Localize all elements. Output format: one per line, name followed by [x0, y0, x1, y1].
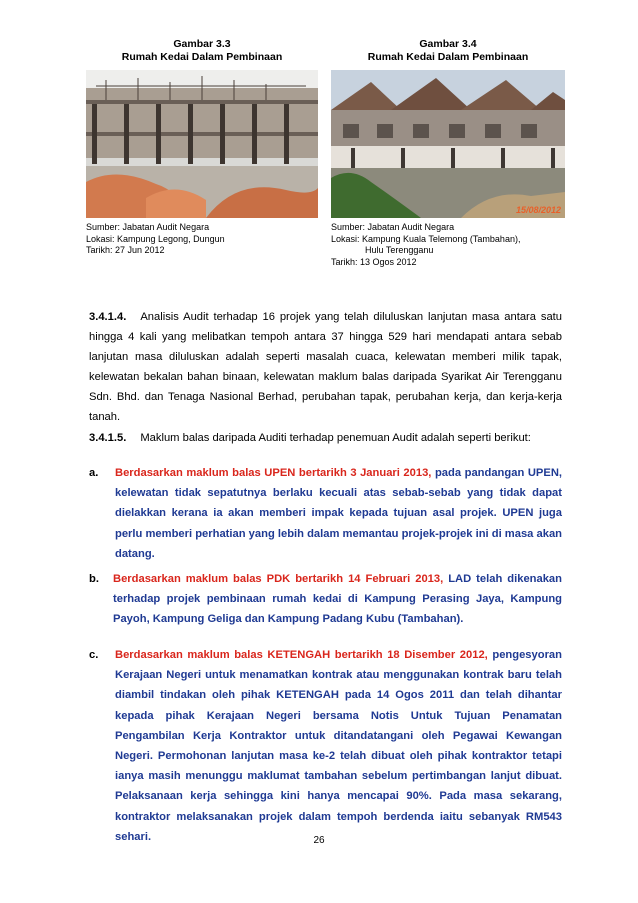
- response-text: [115, 463, 562, 564]
- figure-title: [331, 38, 565, 64]
- shophouse-roof-construction-photo: [331, 70, 565, 218]
- page-number: 26: [313, 835, 325, 846]
- response-text: [115, 645, 562, 847]
- location-line-continued: Hulu Terengganu: [365, 245, 434, 255]
- location-line: Lokasi: Kampung Legong, Dungun: [86, 233, 225, 244]
- response-body: pada pandangan UPEN, kelewatan tidak sepatutnya berlaku kecuali atas sebab-sebab yang tidak dapat dielakkan kerana ia akan memberi impak kepada tujuan asal projek. UPEN juga perlu memberi perhatian yang lebih dalam memantau projek-projek ini di masa akan datang.: [115, 467, 563, 560]
- location-line: Lokasi: Kampung Kuala Telemong (Tambahan),: [331, 233, 521, 244]
- response-lead: Berdasarkan maklum balas PDK bertarikh 14 Februari 2013,: [113, 573, 444, 585]
- list-marker: a.: [89, 467, 99, 479]
- paragraph-number: 3.4.1.4.: [89, 311, 127, 323]
- date-line: Tarikh: 27 Jun 2012: [86, 245, 165, 255]
- response-body: pengesyoran Kerajaan Negeri untuk menamatkan kontrak atau menggunakan kontrak baru telah diambil tindakan oleh pihak KETENGAH pada 14 Ogos 2011 dan telah dihantar kepada pihak Kerajaan Negeri bersama Notis Untuk Tujuan Penamatan Pengambilan Kerja Kontraktor untuk ditandatangani oleh Pegawai Kewangan Negeri. Permohonan lanjutan masa ke-2 telah dibuat oleh pihak kontraktor tetapi ianya masih menunggu maklumat tambahan sebelum pertimbangan lanjut dibuat. Pelaksanaan kerja sehingga kini hanya mencapai 90%. Pada masa sekarang, kontraktor melaksanakan projek dalam tempoh berdenda iaitu sebanyak RM543 sehari.: [115, 649, 562, 843]
- response-item-b: [89, 569, 562, 630]
- source-line: Sumber: Jabatan Audit Negara: [86, 222, 210, 232]
- response-text: [113, 569, 562, 630]
- figure-number: Gambar 3.4: [419, 38, 477, 50]
- figure-caption: Rumah Kedai Dalam Pembinaan: [367, 51, 529, 63]
- photo-date-stamp: 15/08/2012: [515, 205, 561, 215]
- paragraph-3-4-1-4: [89, 307, 562, 427]
- response-lead: Berdasarkan maklum balas KETENGAH bertarikh 18 Disember 2012,: [115, 649, 488, 661]
- paragraph-text: Analisis Audit terhadap 16 projek yang telah diluluskan lanjutan masa antara satu hingga 4 kali yang melibatkan tempoh antara 37 hingga 529 hari mendapati antara sebab lanjutan masa diluluskan adalah seperti masalah cuaca, kelewatan memberi milik tapak, kelewatan bekalan bahan binaan, kelewatan maklum balas daripada Syarikat Air Terengganu Sdn. Bhd. dan Tenaga Nasional Berhad, perubahan tapak, perubahan kerja, dan kerja-kerja tanah.: [89, 311, 562, 423]
- list-marker: b.: [89, 573, 99, 585]
- building-under-construction-photo: [86, 70, 318, 218]
- figure-3-3: [86, 38, 318, 257]
- paragraph-text: Maklum balas daripada Auditi terhadap penemuan Audit adalah seperti berikut:: [140, 432, 531, 444]
- figure-caption: Rumah Kedai Dalam Pembinaan: [121, 51, 283, 63]
- figure-source: [331, 222, 565, 268]
- date-line: Tarikh: 13 Ogos 2012: [331, 256, 417, 267]
- response-body: LAD telah dikenakan terhadap projek pembinaan rumah kedai di Kampung Perasing Jaya, Kampung Payoh, Kampung Geliga dan Kampung Padang Kubu (Tambahan).: [113, 573, 562, 626]
- figure-source: [86, 222, 318, 257]
- response-item-c: [89, 645, 562, 847]
- paragraph-3-4-1-5: [89, 428, 562, 448]
- figure-number: Gambar 3.3: [173, 38, 231, 50]
- response-lead: Berdasarkan maklum balas UPEN bertarikh 3 Januari 2013,: [115, 467, 432, 479]
- figure-title: [86, 38, 318, 64]
- response-item-a: [89, 463, 562, 564]
- list-marker: c.: [89, 649, 99, 661]
- source-line: Sumber: Jabatan Audit Negara: [331, 222, 455, 232]
- figure-3-4: [331, 38, 565, 268]
- paragraph-number: 3.4.1.5.: [89, 432, 127, 444]
